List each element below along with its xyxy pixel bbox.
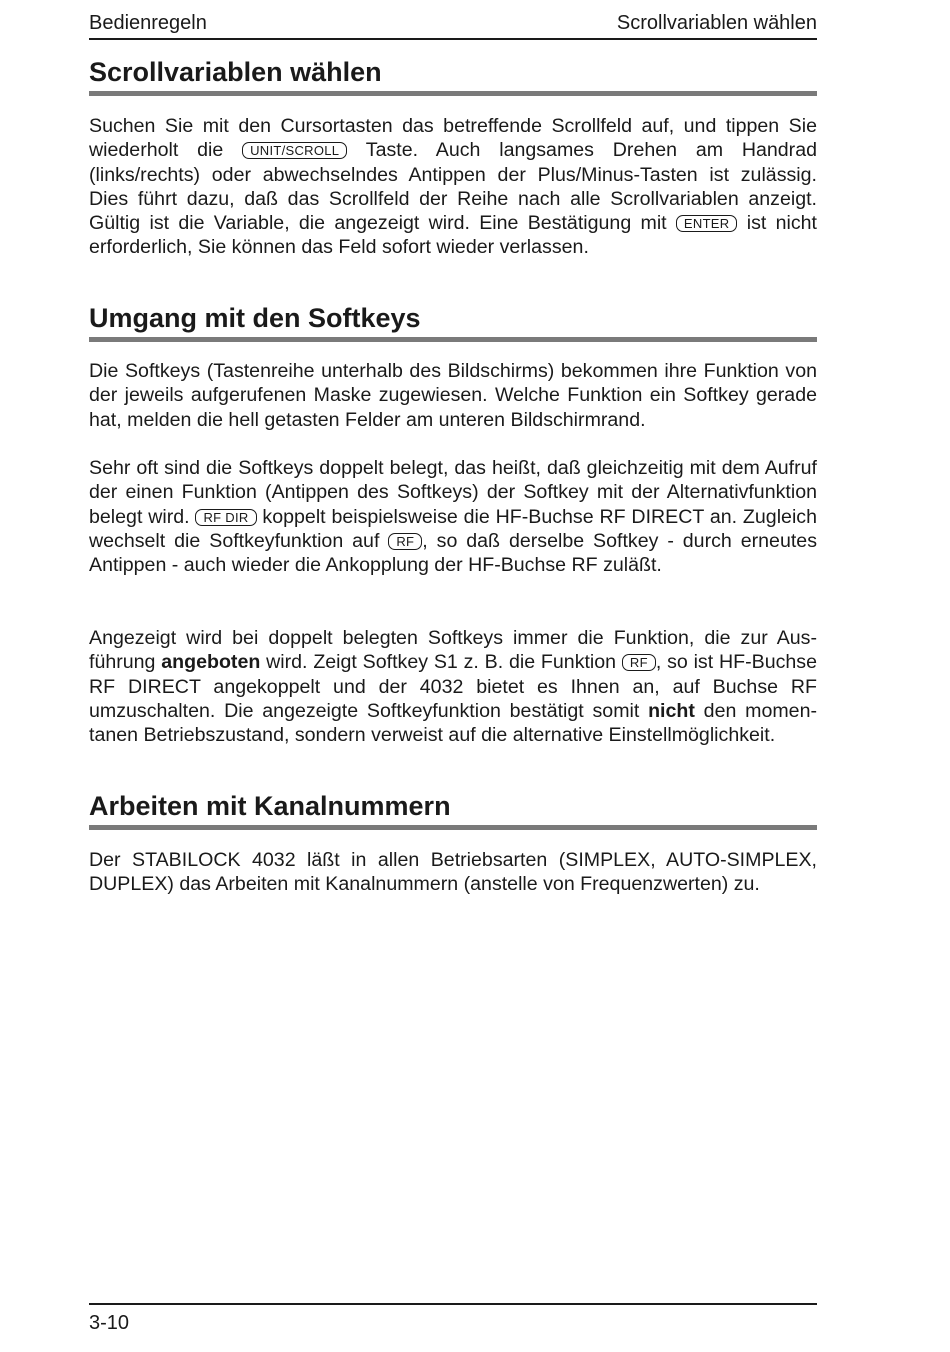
section-title-kanalnummern: Arbeiten mit Kanalnummern: [89, 791, 451, 821]
paragraph-softkeys-intro: Die Softkeys (Tastenreihe unterhalb des Bildschirms) bekommen ihre Funktion von der jeweils aufgerufenen Maske zugewiesen. Welche Funktion ein Softkey gerade hat, melden die hell getasten Felder am unteren Bildschirmrand.: [89, 360, 817, 431]
paragraph-softkeys-display: Angezeigt wird bei doppelt belegten Softkeys immer die Funktion, die zur Ausführung angeboten wird. Zeigt Softkey S1 z. B. die Funktion RF , so ist HF-Buchse RF DIRECT angekoppelt und der 4032 bietet es Ihnen an, auf Buchse RF umzuschalten. Die angezeigte Softkeyfunktion bestätigt somit nicht den momentanen Betriebszustand, sondern verweist auf die alternative Einstellmöglichkeit.: [89, 627, 818, 747]
section-rule: [89, 91, 817, 96]
rf-key: RF: [622, 654, 656, 671]
paragraph-kanalnummern: Der STABILOCK 4032 läßt in allen Betriebsarten (SIMPLEX, AUTO-SIMPLEX, DUPLEX) das Arbeiten mit Kanalnummern (anstelle von Frequenzwerten) zu.: [89, 849, 817, 896]
rf-key: RF: [388, 533, 422, 550]
page-header: [89, 8, 817, 40]
bold-nicht: nicht: [648, 699, 695, 722]
header-chapter: Bedienregeln: [89, 11, 207, 34]
header-section: Scrollvariablen wählen: [616, 11, 817, 34]
section-rule: [89, 825, 817, 830]
section-title-softkeys: Umgang mit den Softkeys: [89, 303, 421, 333]
section-rule: [89, 337, 817, 342]
bold-angeboten: angeboten: [161, 651, 261, 674]
enter-key: ENTER: [676, 215, 738, 232]
paragraph-softkeys-double: Sehr oft sind die Softkeys doppelt belegt, das heißt, daß gleichzeitig mit dem Aufruf der einen Funktion (Antippen des Softkeys) der Softkey mit der Alternativfunktion belegt wird. RF DIR koppelt beispielsweise die HF-Buchse RF DIRECT an. Zugleich wechselt die Softkeyfunktion auf RF , so daß derselbe Softkey - durch erneutes Antippen - auch wieder die Ankopplung der HF-Buchse RF zuläßt.: [89, 457, 817, 577]
page-number: 3-10: [89, 1312, 130, 1334]
section-title-scrollvariablen: Scrollvariablen wählen: [89, 57, 382, 87]
paragraph-scrollvariablen: Suchen Sie mit den Cursortasten das betreffende Scrollfeld auf, und tippen Sie wiederholt die UNIT/SCROLL Taste. Auch langsames Drehen am Handrad (links/rechts) oder abwechselndes Antippen der Plus/Minus-Tasten ist zulässig. Dies führt dazu, daß das Scrollfeld der Reihe nach alle Scrollvariablen anzeigt. Gültig ist die Variable, die angezeigt wird. Eine Bestätigung mit ENTER ist nicht erforderlich, Sie können das Feld sofort wieder verlassen.: [89, 115, 818, 259]
footer-rule: [89, 1303, 817, 1305]
unit-scroll-key: UNIT/SCROLL: [242, 142, 347, 159]
rf-dir-key: RF DIR: [195, 509, 256, 526]
